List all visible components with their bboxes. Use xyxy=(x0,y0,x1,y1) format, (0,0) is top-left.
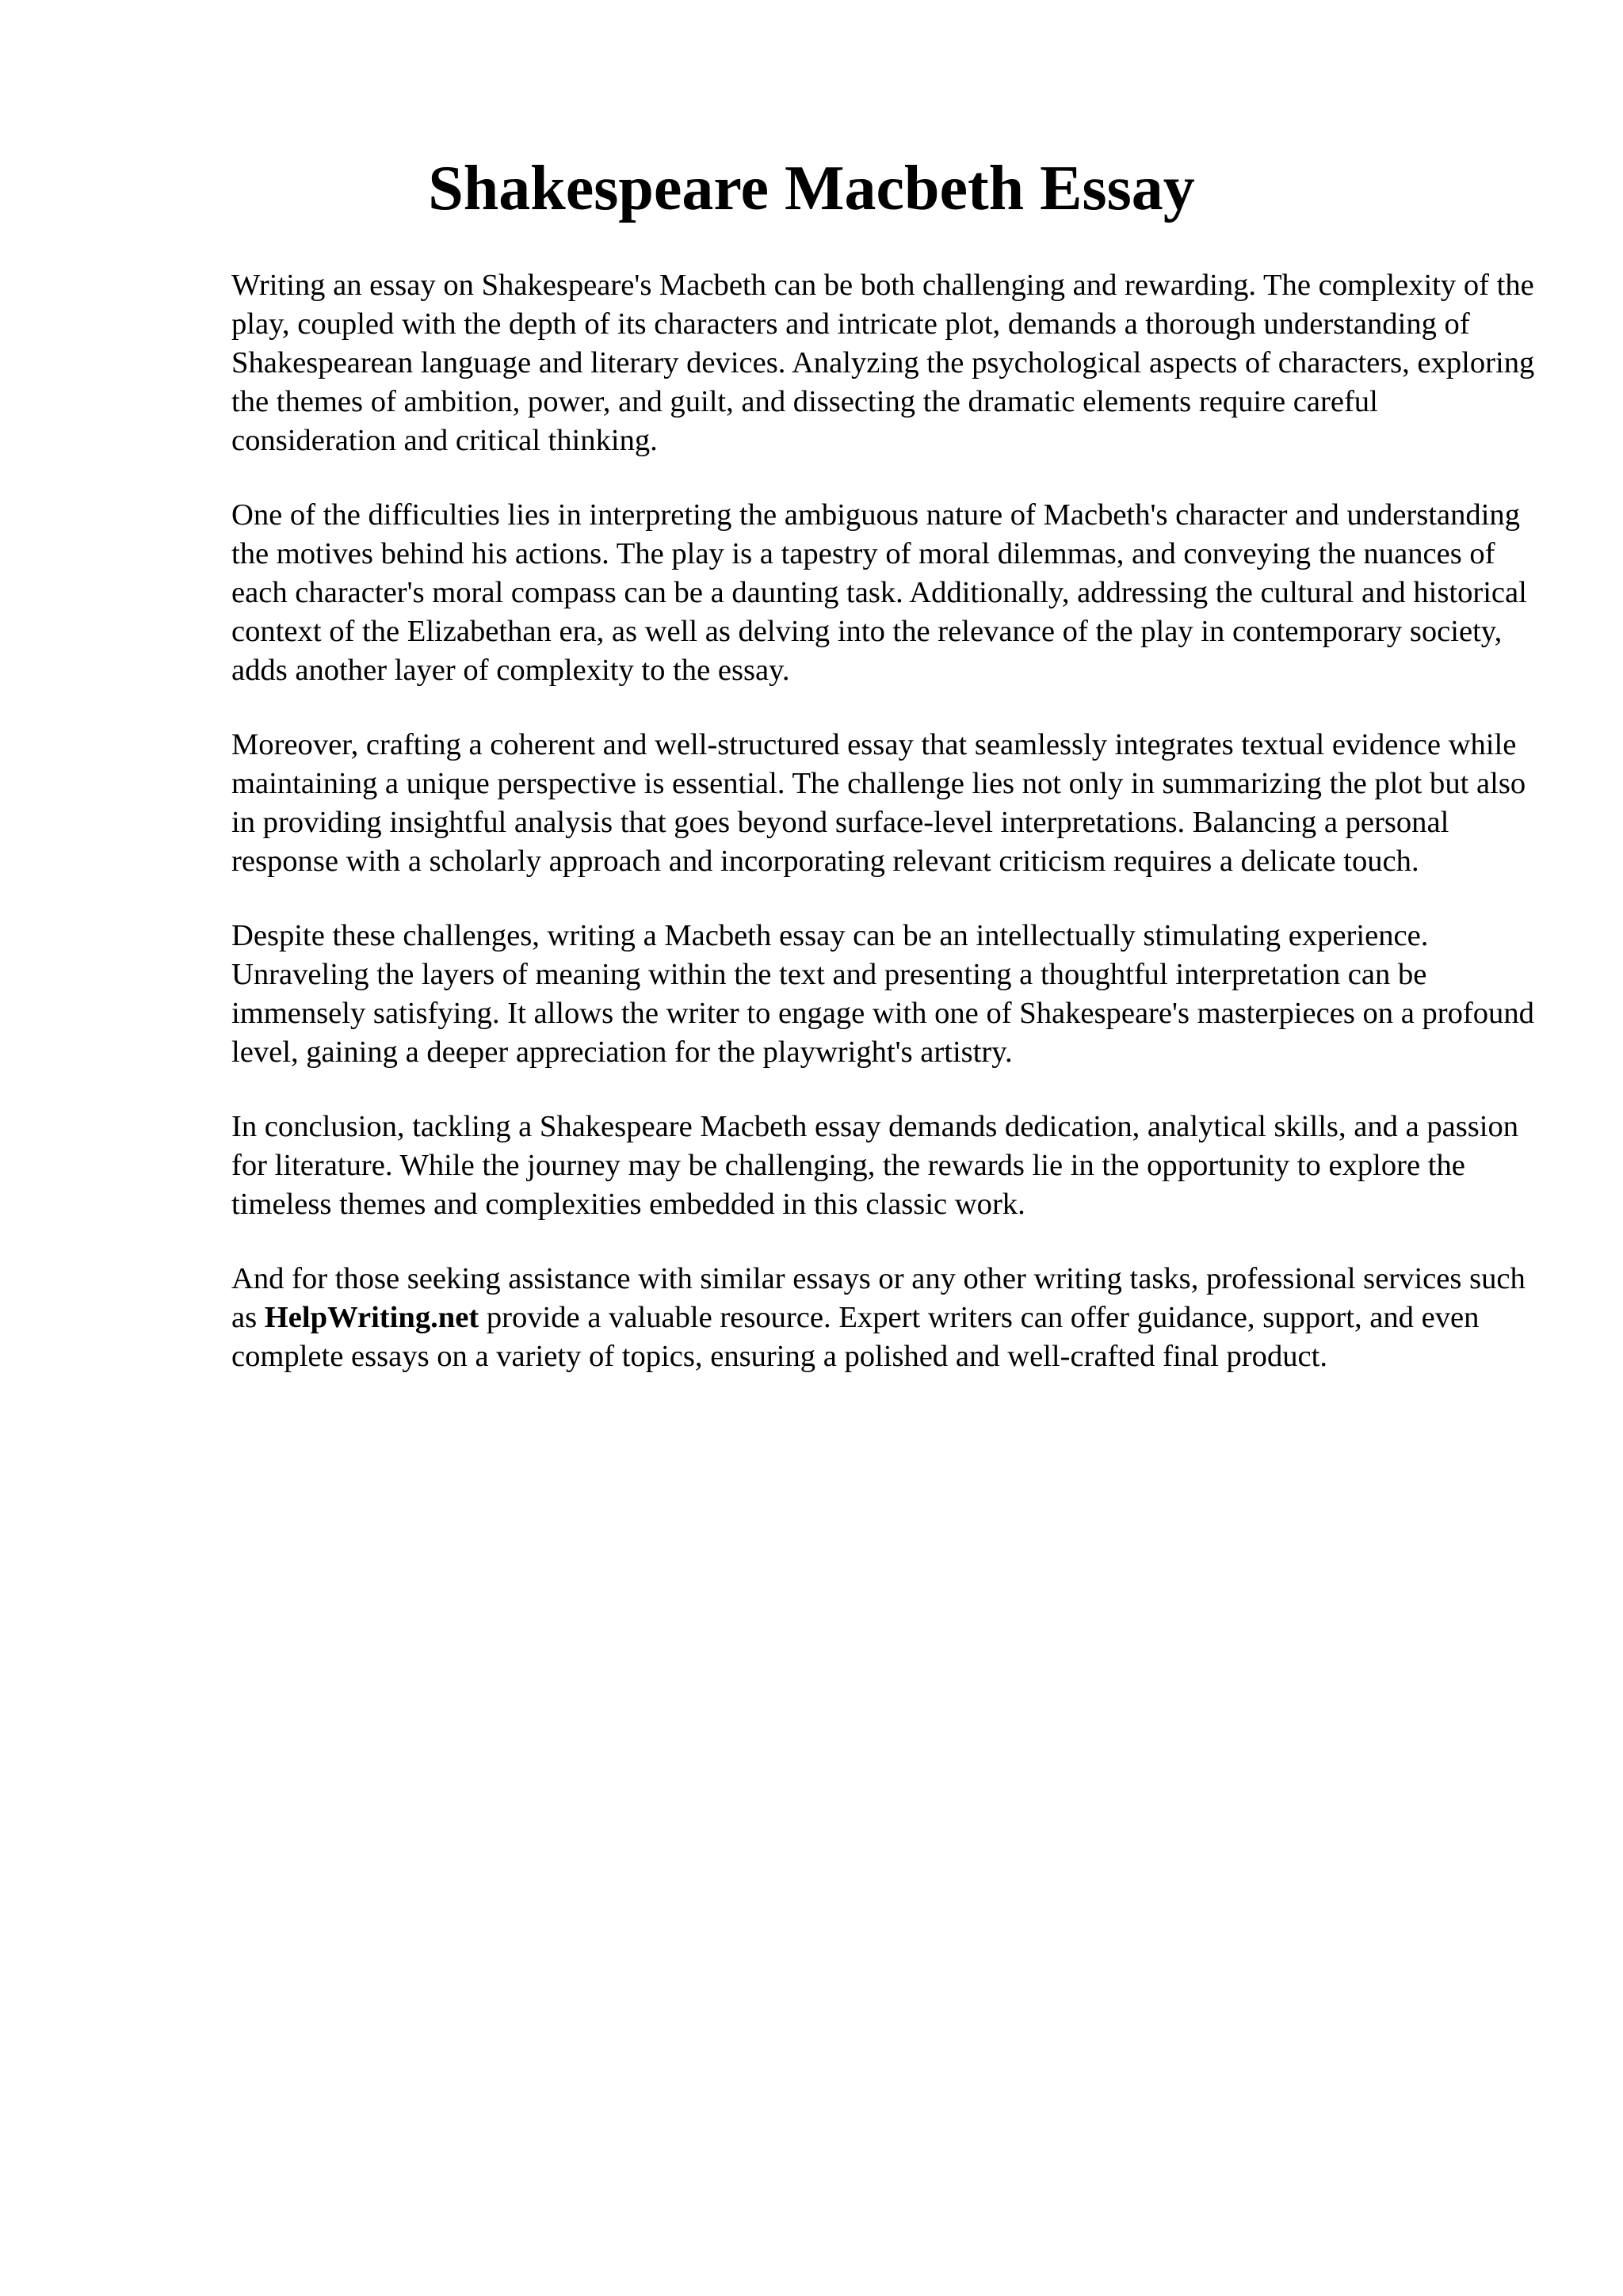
paragraph-5: In conclusion, tackling a Shakespeare Macbeth essay demands dedication, analytical skills, and a passion for literature. While the journey may be challenging, the rewards lie in the opportunity to explore the timeless themes and complexities embedded in this classic work. xyxy=(231,1110,1519,1221)
closing-text-after: provide a valuable resource. Expert writers can offer guidance, support, and even complete essays on a variety of topics, ensuring a polished and well-crafted final product. xyxy=(231,1301,1480,1373)
helpwriting-link[interactable]: HelpWriting.net xyxy=(264,1301,479,1334)
paragraph-1: Writing an essay on Shakespeare's Macbeth can be both challenging and rewarding. The complexity of the play, coupled with the depth of its characters and intricate plot, demands a thorough understanding of Shakespearean language and literary devices. Analyzing the psychological aspects of characters, exploring the themes of ambition, power, and guilt, and dissecting the dramatic elements require careful consideration and critical thinking. xyxy=(231,269,1535,457)
paragraph-2: One of the difficulties lies in interpreting the ambiguous nature of Macbeth's character and understanding the motives behind his actions. The play is a tapestry of moral dilemmas, and conveying the nuances of each character's moral compass can be a daunting task. Additionally, addressing the cultural and historical context of the Elizabethan era, as well as delving into the relevance of the play in contemporary society, adds another layer of complexity to the essay. xyxy=(231,498,1527,687)
paragraph-3: Moreover, crafting a coherent and well-structured essay that seamlessly integrates textual evidence while maintaining a unique perspective is essential. The challenge lies not only in summarizing the plot but also in providing insightful analysis that goes beyond surface-level interpretations. Balancing a personal response with a scholarly approach and incorporating relevant criticism requires a delicate touch. xyxy=(231,728,1526,878)
essay-body xyxy=(231,266,1547,1412)
closing-text-before: And for those seeking assistance with similar essays or any other writing tasks, professional services such as xyxy=(231,1262,1526,1334)
page-title: Shakespeare Macbeth Essay xyxy=(428,154,1195,223)
paragraph-6 xyxy=(231,1260,1547,1376)
paragraph-4: Despite these challenges, writing a Macbeth essay can be an intellectually stimulating experience. Unraveling the layers of meaning within the text and presenting a thoughtful interpretation can be immensely satisfying. It allows the writer to engage with one of Shakespeare's masterpieces on a profound level, gaining a deeper appreciation for the playwright's artistry. xyxy=(231,919,1534,1069)
